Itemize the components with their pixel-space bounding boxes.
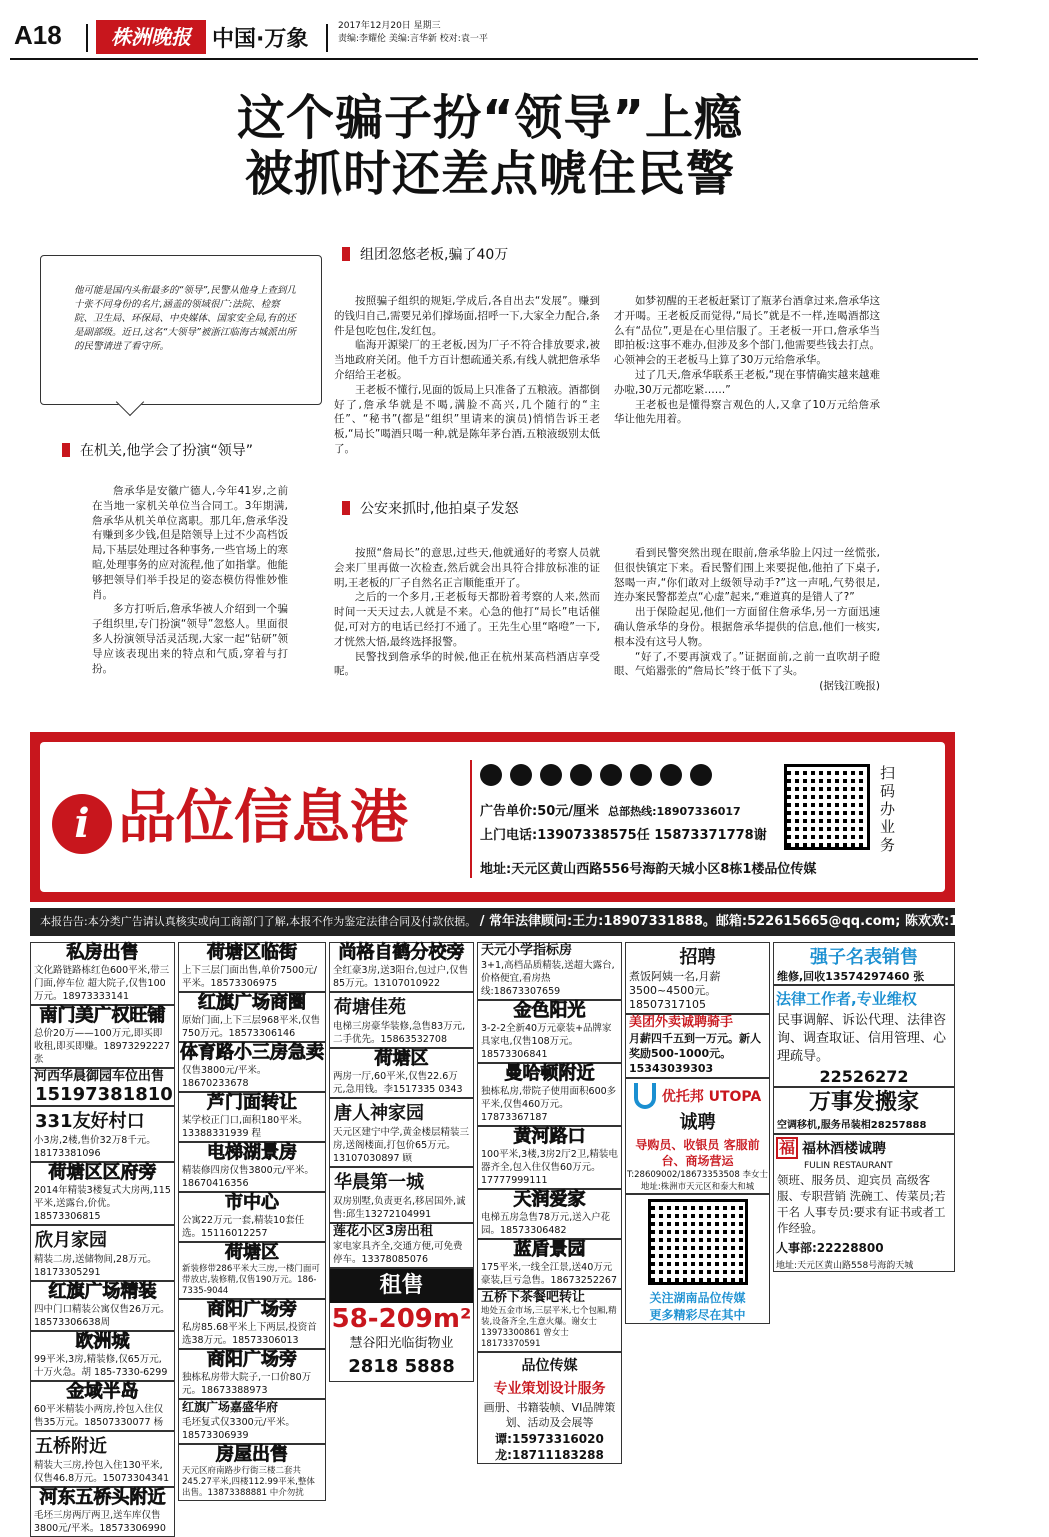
ad-title: 电梯湖景房 bbox=[207, 1142, 297, 1163]
ad-phone: 人事部:22228800 bbox=[776, 1241, 884, 1255]
ad-title: 金色阳光 bbox=[513, 1000, 586, 1021]
ad-logo bbox=[52, 770, 408, 854]
ad-title: 尚格自鹤分校旁 bbox=[338, 942, 465, 963]
ad-title: 法律工作者,专业维权 bbox=[776, 990, 917, 1008]
subhead-3 bbox=[342, 498, 518, 518]
classified-column-6 bbox=[773, 942, 955, 1272]
ad-body: 175平米,一线全江景,送40万元豪装,巨亏急售。18673252267 bbox=[481, 1262, 618, 1286]
classified-ad bbox=[773, 942, 955, 985]
ad-title: 商阳广场旁 bbox=[207, 1349, 297, 1370]
classified-ad bbox=[178, 1444, 326, 1501]
classified-ad bbox=[625, 942, 770, 1014]
subhead-2 bbox=[342, 244, 508, 264]
ad-title: 万事发搬家 bbox=[808, 1090, 919, 1115]
classified-ad bbox=[30, 1487, 175, 1537]
ad-body: 精装修四房仅售3800元/平米。18670416356 bbox=[182, 1165, 314, 1189]
lead-text: 他可能是国内头衔最多的“领导”,民警从他身上查到几十张不同身份的名片,涵盖的领域很广:法院、检察院、卫生局、环保局、中央媒体、国家安全局,有的还是副部级。近日,这名“大领导”被浙江临海古城派出所的民警请进了看守所。 bbox=[74, 285, 296, 352]
ad-sub: 诚聘 bbox=[679, 1112, 716, 1133]
qr-code[interactable] bbox=[784, 764, 870, 850]
ad-address: 地址:天元区黄山路558号海韵天城 bbox=[776, 1261, 914, 1271]
ad-body: 新装修带286平米大三房,一楼门面可带放店,装修精,仅售190万元。186-7335-9044 bbox=[182, 1264, 320, 1296]
article-source: (据钱江晚报) bbox=[819, 680, 880, 693]
ad-title: 商阳广场旁 bbox=[207, 1299, 297, 1320]
classified-ad bbox=[329, 1048, 474, 1098]
legal-contact: / 常年法律顾问:王力:18907331888。邮箱:522615665@qq.com; 陈欢欢:18707336900 bbox=[479, 914, 1049, 929]
paragraph: 王老板也是懂得察言观色的人,又拿了10万元给詹承华让他先用着。 bbox=[614, 398, 880, 426]
classified-ad bbox=[178, 1349, 326, 1399]
editors: 责编:李耀伦 美编:言华新 校对:袁一平 bbox=[338, 34, 488, 44]
classified-ad bbox=[30, 1381, 175, 1431]
ad-title: 华晨第一城 bbox=[334, 1172, 424, 1193]
classified-ad bbox=[30, 1431, 175, 1487]
info-i-icon: i bbox=[52, 794, 112, 854]
ad-title: 南门美广权旺铺 bbox=[39, 1005, 166, 1026]
divider bbox=[326, 24, 328, 52]
car-icon bbox=[570, 764, 592, 786]
paragraph: 出于保险起见,他们一方面留住詹承华,另一方面迅速确认詹承华的身份。根据詹承华提供的信息,他们一核实,根本没有这号人物。 bbox=[614, 606, 880, 648]
ad-body: 小3房,2楼,售价32万8千元。18173381096 bbox=[34, 1135, 156, 1159]
ad-title: 蓝盾景园 bbox=[513, 1239, 586, 1260]
ad-title: 五桥下茶餐吧转让 bbox=[481, 1290, 586, 1305]
classified-ad bbox=[329, 992, 474, 1048]
ad-title: 331友好村口 bbox=[35, 1111, 145, 1132]
article-col-5 bbox=[614, 546, 880, 694]
ad-body: 精装大三房,拎包入住130平米,仅售46.8万元。15073304341 bbox=[34, 1460, 170, 1484]
classified-ad bbox=[178, 1399, 326, 1444]
classified-ad bbox=[329, 1098, 474, 1167]
classified-ad bbox=[178, 1042, 326, 1092]
ad-icons bbox=[480, 764, 712, 786]
header-rule bbox=[10, 58, 978, 60]
ad-title: 河西华晨御园车位出售 bbox=[34, 1069, 165, 1084]
subhead-1-text: 在机关,他学会了扮演“领导” bbox=[80, 443, 253, 459]
subhead-1 bbox=[62, 440, 253, 460]
ad-title: 荷塘区 bbox=[374, 1048, 429, 1069]
ad-body: 毛坯复式仅3300元/平米。18573306939 bbox=[182, 1417, 295, 1441]
ad-body: 电梯三房豪华装修,急售83万元,二手优先。15863532708 bbox=[333, 1021, 466, 1045]
classified-ad bbox=[178, 1192, 326, 1242]
ad-body: 民事调解、诉讼代理、法律咨询、调查取证、信用管理、心理疏导。 bbox=[777, 1013, 947, 1064]
classified-ad bbox=[30, 942, 175, 1005]
ad-info bbox=[480, 800, 780, 848]
ad-price: 广告单价:50元/厘米 bbox=[480, 804, 600, 819]
classified-column-5 bbox=[625, 942, 770, 1324]
ad-body: 维修,回收13574297460 张 bbox=[777, 970, 925, 983]
paragraph: 王老板不懂行,见面的饭局上只准备了五粮液。酒都倒好了,詹承华就是不喝,满脸不高兴,几个随行的“主任”、“秘书”(都是“组织”里请来的演员)悄悄告诉王老板,“局长”喝酒只喝一种,就是陈年茅台酒,五粮液级别太低了。 bbox=[334, 383, 600, 455]
qr-code[interactable] bbox=[648, 1199, 748, 1285]
ad-title: 红旗广场商圈 bbox=[198, 992, 306, 1013]
ad-phone: 15197381810 bbox=[35, 1084, 173, 1105]
ad-title: 莲花小区3房出租 bbox=[333, 1224, 434, 1239]
paragraph: “好了,不要再演戏了。”证据面前,之前一直吹胡子瞪眼、气焰嚣张的“詹局长”终于低下了头。 bbox=[614, 650, 880, 678]
classified-ad bbox=[178, 1299, 326, 1349]
paragraph: 按照骗子组织的规矩,学成后,各自出去“发展”。赚到的钱归自己,需要兄弟们撑场面,招呼一下,大家全力配合,条件是包吃包住,发红包。 bbox=[334, 295, 600, 337]
shopping-icon bbox=[540, 764, 562, 786]
classified-ad bbox=[477, 1126, 622, 1189]
ad-body: 全红豪3房,送3阳台,包过户,仅售85万元。13107010922 bbox=[333, 965, 469, 989]
plane-icon bbox=[690, 764, 712, 786]
classified-ad bbox=[625, 1014, 770, 1078]
ad-title: 唐人神家园 bbox=[334, 1103, 424, 1124]
ad-body: 月薪四千五到一万元。新人奖励500-1000元。15343039303 bbox=[629, 1032, 761, 1075]
ad-sub: 慧谷阳光临街物业 bbox=[349, 1336, 454, 1351]
utopa-logo-icon bbox=[634, 1083, 656, 1109]
ad-title: 美团外卖诚聘骑手 bbox=[629, 1015, 734, 1030]
classified-ad bbox=[30, 1162, 175, 1225]
classified-ad bbox=[30, 1281, 175, 1331]
ad-body: 电梯五房急售78万元,送入户花园。18573306482 bbox=[481, 1212, 611, 1236]
ad-body: 私房85.68平米上下两层,投资首选38万元。18573306013 bbox=[182, 1322, 317, 1346]
ad-phone: 上门电话:13907338575任 15873371778谢 bbox=[480, 828, 767, 843]
ad-title: 关注湖南品位传媒 bbox=[649, 1291, 746, 1305]
ad-body: 3-2-2全新40万元豪装+品牌家具家电,仅售108万元。18573306841 bbox=[481, 1023, 612, 1060]
ad-title: 品位传媒 bbox=[521, 1358, 578, 1374]
classified-ad-utopa bbox=[625, 1078, 770, 1194]
ad-title: 体育路小三房急卖 bbox=[180, 1042, 324, 1063]
classified-ad bbox=[178, 1242, 326, 1299]
classified-ad bbox=[178, 1142, 326, 1192]
ad-body: 文化路链路栋红色600平米,带三门面,停车位 超大院子,仅售100万元。18973333141 bbox=[34, 965, 170, 1002]
gift-icon bbox=[660, 764, 682, 786]
paragraph: 看到民警突然出现在眼前,詹承华脸上闪过一丝慌张,但很快镇定下来。看民警们围上来要捉他,他拍了下桌子,怒喝一声,“你们敢对上级领导动手?”这一声吼,气势很足,连办案民警都差点“心虚”起来,“难道真的是错人了?” bbox=[614, 547, 880, 604]
scan-label: 扫码办业务 bbox=[880, 764, 896, 854]
ad-title: 荷塘区 bbox=[225, 1242, 279, 1263]
ad-body: 100平米,3楼,3房2厅2卫,精装电器齐全,包入住仅售60万元。17777999111 bbox=[481, 1149, 618, 1186]
ad-title: 荷塘区区府旁 bbox=[48, 1162, 157, 1183]
headline-line2: 被抓时还差点唬住民警 bbox=[244, 146, 735, 202]
ad-phone: 龙:18711183288 bbox=[495, 1448, 604, 1462]
classified-ad bbox=[30, 1331, 175, 1381]
ad-title: 曼哈顿附近 bbox=[504, 1063, 595, 1084]
ad-title: 欧洲城 bbox=[75, 1331, 130, 1352]
classified-ad bbox=[773, 985, 955, 1087]
ad-body: 双房别墅,负责更名,移居国外,诚售:邱生13272104991 bbox=[333, 1196, 466, 1220]
ad-body: 空调移机,服务吊装相28257888 bbox=[777, 1120, 927, 1131]
ad-area: 58-209m² bbox=[331, 1304, 472, 1334]
classified-column-2 bbox=[178, 942, 326, 1501]
ad-body: 公寓22万元一套,精装10套任选。15116012257 bbox=[182, 1215, 305, 1239]
classified-ad bbox=[30, 1225, 175, 1281]
ad-phone: 谭:15973316020 bbox=[495, 1432, 604, 1446]
ad-title: 欣月家园 bbox=[35, 1230, 107, 1251]
ad-body: 精装二房,送储物间,28万元。18173305291 bbox=[34, 1254, 157, 1278]
ad-title: 房屋出售 bbox=[216, 1444, 288, 1465]
ad-title: 芦门面转让 bbox=[207, 1092, 297, 1113]
subhead-marker bbox=[62, 443, 70, 457]
ad-body: 上下三层门面出售,单价7500元/平米。18573306975 bbox=[182, 965, 317, 989]
section-title: 中国·万象 bbox=[212, 27, 309, 52]
page-number: A18 bbox=[14, 20, 62, 50]
ad-body: 某学校正门口,面积180平米。13388331939 程 bbox=[182, 1115, 308, 1139]
ad-body: 总价20万——100万元,即买即收租,即买即赚。18973292227张 bbox=[34, 1028, 171, 1065]
ad-title: 黄河路口 bbox=[513, 1126, 586, 1147]
paragraph: 如梦初醒的王老板赶紧订了瓶茅台酒拿过来,詹承华这才开喝。王老板反而觉得,“局长”就是不一样,连喝酒都这么有“品位”,更是在心里信服了。王老板一开口,詹承华当即拍板:这事不难办,但涉及多个部门,他需要些钱去打点。心领神会的王老板马上算了30万元给詹承华。 bbox=[614, 295, 880, 367]
classified-ad bbox=[178, 942, 326, 992]
ad-title: 市中心 bbox=[225, 1192, 279, 1213]
article-col-1 bbox=[92, 484, 288, 676]
ad-body: 99平米,3房,精装修,仅65万元,十万火急。胡 185-7330-6299 bbox=[34, 1354, 168, 1378]
subhead-2-text: 组团忽悠老板,骗了40万 bbox=[360, 247, 509, 263]
ad-title: 天元小学指标房 bbox=[481, 943, 573, 958]
ad-title: 私房出售 bbox=[66, 942, 139, 963]
paragraph: 按照“詹局长”的意思,过些天,他就通好的考察人员就会来厂里再做一次检查,然后就会出具符合排放标准的证明,王老板的厂子自然名正言顺能重开了。 bbox=[334, 547, 600, 589]
notice-bar bbox=[30, 908, 1049, 936]
ad-title: 红旗广场精装 bbox=[48, 1281, 157, 1302]
ad-body: 画册、书籍装帧、VI品牌策划、活动及会展等 bbox=[483, 1401, 616, 1429]
subhead-marker bbox=[342, 247, 350, 261]
divider bbox=[470, 760, 472, 878]
divider bbox=[86, 24, 88, 52]
ad-logo-text: 品位信息港 bbox=[118, 783, 409, 851]
classified-ad-restaurant bbox=[773, 1134, 955, 1272]
medical-icon bbox=[600, 764, 622, 786]
paragraph: 过了几天,詹承华联系王老板,“现在事情确实越来越难办啦,30万元都吃紧……” bbox=[614, 368, 880, 396]
ad-title: 金域半岛 bbox=[66, 1381, 139, 1402]
ad-body: 家电家具齐全,交通方便,可免费停车。13378085076 bbox=[333, 1241, 463, 1265]
classified-ad bbox=[178, 1092, 326, 1142]
classified-ad-follow bbox=[625, 1194, 770, 1324]
ad-title: 河东五桥头附近 bbox=[39, 1487, 166, 1508]
classified-ad bbox=[477, 1289, 622, 1352]
ad-body: 60平米精装小两房,拎包入住仅售35万元。18507330077 杨 bbox=[34, 1404, 164, 1428]
paragraph: 多方打听后,詹承华被人介绍到一个骗子组织里,专门扮演“领导”忽悠人。里面很多人扮演领导活灵活现,大家一起“钻研”领导应该表现出来的特点和气质,穿着与打扮。 bbox=[92, 603, 288, 675]
ad-body: 四中门口精装公寓仅售26万元。18573306638周 bbox=[34, 1304, 170, 1328]
ad-title: 荷塘区临街 bbox=[207, 942, 297, 963]
classified-ad bbox=[30, 1005, 175, 1068]
classified-ad bbox=[178, 992, 326, 1042]
ad-body: 独栋私房带大院子,一口价80万元。18673388973 bbox=[182, 1372, 312, 1396]
ad-title: 荷塘佳苑 bbox=[334, 997, 406, 1018]
ad-title: 天润爱家 bbox=[513, 1189, 586, 1210]
ad-title: 福林酒楼诚聘 bbox=[802, 1141, 886, 1157]
classified-ad bbox=[773, 1087, 955, 1134]
ad-subtitle: FULIN RESTAURANT bbox=[804, 1161, 893, 1171]
article-col-2 bbox=[334, 294, 600, 457]
classified-column-3 bbox=[329, 942, 474, 1382]
classified-ad bbox=[477, 1063, 622, 1126]
ad-title: 优托邦 UTOPA bbox=[661, 1089, 762, 1105]
paragraph: 民警找到詹承华的时候,他正在杭州某高档酒店享受呢。 bbox=[334, 650, 600, 678]
home-icon bbox=[480, 764, 502, 786]
classified-ad-rent bbox=[329, 1268, 474, 1382]
newspaper-logo: 株洲晚报 bbox=[96, 20, 206, 54]
classified-ad bbox=[477, 1000, 622, 1063]
ad-body: 导购员、收银员 客服前台、商场营运 bbox=[635, 1138, 760, 1168]
classified-ad bbox=[477, 942, 622, 1000]
ad-body: 煮饭阿姨一名,月薪3500~4500元。18507317105 bbox=[629, 970, 721, 1011]
paragraph: 之后的一个多月,王老板每天都盼着考察的人来,然而时间一天天过去,人就是不来。心急的他打“局长”电话催促,可对方的电话已经打不通了。王先生心里“咯噔”一下,才恍然大悟,最终选择报警。 bbox=[334, 591, 600, 648]
cup-icon bbox=[510, 764, 532, 786]
date: 2017年12月20日 星期三 bbox=[338, 21, 441, 31]
ad-title: 五桥附近 bbox=[35, 1436, 107, 1457]
headline-line1: 这个骗子扮“领导”上瘾 bbox=[236, 90, 744, 146]
calendar-icon bbox=[630, 764, 652, 786]
classified-ad-media bbox=[477, 1352, 622, 1464]
ad-title: 强子名表销售 bbox=[810, 947, 918, 968]
subhead-3-text: 公安来抓时,他拍桌子发怒 bbox=[360, 501, 519, 517]
classified-ad bbox=[477, 1239, 622, 1289]
ad-body: 地处五金市场,三层平米,七个包厢,精装,设备齐全,生意火爆。谢女士13973300861 曾女士18173370591 bbox=[481, 1306, 617, 1349]
paragraph: 詹承华是安徽广德人,今年41岁,之前在当地一家机关单位当合同工。3年期满,詹承华从机关单位离职。那几年,詹承华没有赚到多少钱,但是陪领导上过不少高档饭局,下基层处理过各种事务,一些官场上的寒暄,处理事务的应对流程,他了如指掌。他能够把领导们举手投足的姿态模仿得惟妙惟肖。 bbox=[92, 485, 288, 601]
ad-phone: 22526272 bbox=[819, 1067, 909, 1086]
ad-address: 地址:株洲市天元区和泰大和城 bbox=[640, 1182, 755, 1192]
ad-phone: 2818 5888 bbox=[348, 1356, 455, 1377]
ad-body: 天元区府南路步行街三楼二套共245.27平米,四楼112.99平米,整体出售。13873388881 中介勿扰 bbox=[182, 1466, 315, 1498]
classified-ad bbox=[30, 1106, 175, 1162]
ad-body: 2014年精装3楼复式大房两,115平米,送露台,价优。18573306815 bbox=[34, 1185, 171, 1222]
ad-body: 两房一厅,60平米,仅售22.6万元,急用钱。李1517335 0343 bbox=[333, 1071, 463, 1095]
ad-title: 红旗广场嘉盛华府 bbox=[182, 1400, 279, 1414]
ad-body: 原始门面,上下三层968平米,仅售750万元。18573306146 bbox=[182, 1015, 321, 1039]
date-info bbox=[338, 20, 538, 46]
classified-ad bbox=[329, 1167, 474, 1223]
classified-ad bbox=[329, 942, 474, 992]
classified-ad bbox=[477, 1189, 622, 1239]
headline bbox=[140, 90, 840, 202]
classified-ad bbox=[329, 1223, 474, 1268]
ad-sub: 专业策划设计服务 bbox=[493, 1381, 606, 1397]
ad-address: 地址:天元区黄山西路556号海韵天城小区8栋1楼品位传媒 bbox=[480, 862, 817, 877]
article-col-3 bbox=[614, 294, 880, 427]
ad-hotline: 总部热线:18907336017 bbox=[608, 805, 741, 818]
ad-body: 独栋私房,带院子使用面积600多平米,仅售460万元。17873367187 bbox=[481, 1086, 617, 1123]
ad-body: 毛坯三房两厅两卫,送车库仅售3800元/平米。18573306990 bbox=[34, 1510, 166, 1534]
ad-phone: T:28609002/18673353508 李女士 bbox=[627, 1170, 768, 1180]
paragraph: 临海开源梁厂的王老板,因为厂子不符合排放要求,被当地政府关闭。他千方百计想疏通关系,有线人就把詹承华介绍给王老板。 bbox=[334, 339, 600, 381]
fu-logo-icon: 福 bbox=[776, 1137, 798, 1159]
subhead-marker bbox=[342, 501, 350, 515]
ad-title: 招聘 bbox=[679, 947, 716, 968]
notice-text: 本报告告:本分类广告请认真核实或向工商部门了解,本报不作为鉴定法律合同及付款依据。 bbox=[40, 915, 477, 928]
ad-body: 天元区建宁中学,黄金楼层精装三房,送阁楼面,打包价65万元。13107030897 顾 bbox=[333, 1127, 470, 1164]
ad-body: 领班、服务员、迎宾员 高级客服、专职营销 洗碗工、传菜员;若干名 人事专员:要求有证书或者工作经验。 bbox=[777, 1173, 946, 1235]
classified-ad bbox=[30, 1068, 175, 1106]
ad-title: 租售 bbox=[330, 1269, 473, 1303]
classified-column-1 bbox=[30, 942, 175, 1537]
article-col-4 bbox=[334, 546, 600, 679]
ad-body: 仅售3800元/平米。18670233678 bbox=[182, 1065, 267, 1089]
ad-body: 3+1,高档品质精装,送超大露台,价格便宜,看房热线:18673307659 bbox=[481, 960, 615, 997]
classified-column-4 bbox=[477, 942, 622, 1464]
ad-sub: 更多精彩尽在其中 bbox=[649, 1308, 746, 1322]
